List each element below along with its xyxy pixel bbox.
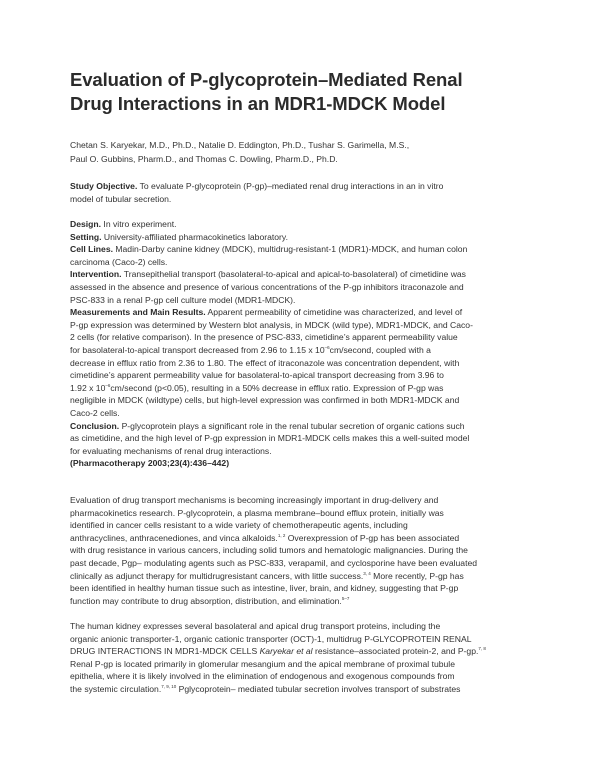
body-italic-text: Karyekar et al — [259, 646, 313, 657]
results-text: 1.92 x 10 — [70, 382, 106, 393]
results-text: negligible in MDCK (wildtype) cells, but high-level expression was confirmed in both MDR1-MDCK and — [70, 395, 460, 406]
intervention-label: Intervention. — [70, 269, 122, 280]
title-line: Evaluation of P-glycoprotein–Mediated Renal — [70, 69, 463, 90]
body-text: Renal P-gp is located primarily in glomerular mesangium and the apical membrane of proximal tubule — [70, 658, 455, 669]
body-text: Overexpression of P-gp has been associated — [285, 532, 460, 543]
celllines-label: Cell Lines. — [70, 244, 113, 255]
article-title — [70, 68, 540, 116]
author-line: Paul O. Gubbins, Pharm.D., and Thomas C. Dowling, Pharm.D., Ph.D. — [70, 153, 338, 164]
results-text: cm/second, coupled with a — [329, 344, 431, 355]
body-text: epithelia, where it is likely involved in the elimination of endogenous and exogenous compounds from — [70, 671, 455, 682]
author-list — [70, 139, 540, 166]
celllines-text: Madin-Darby canine kidney (MDCK), multidrug-resistant-1 (MDR1)-MDCK, and human colon — [112, 244, 468, 255]
results-text: P-gp expression was determined by Western blot analysis, in MDCK (wild type), MDR1-MDCK, and Caco- — [70, 319, 473, 330]
conclusion-text: P-glycoprotein plays a significant role in the renal tubular secretion of organic cations such — [119, 420, 465, 431]
body-text: identified in cancer cells resistant to a wide variety of chemotherapeutic agents, including — [70, 520, 408, 531]
results-text: cimetidine’s apparent permeability value for basolateral-to-apical transport decreasing from 3.96 to — [70, 370, 444, 381]
objective-text: model of tubular secretion. — [70, 193, 172, 204]
intervention-text: Transepithelial transport (basolateral-to-apical and apical-to-basolateral) of cimetidine was — [121, 269, 466, 280]
results-text: 2 cells (for relative comparison). In the presence of PSC-833, cimetidine’s apparent permeability value — [70, 332, 458, 343]
intervention-text: PSC-833 in a renal P-gp cell culture model (MDR1-MDCK). — [70, 294, 296, 305]
results-text: decrease in efflux ratio from 2.36 to 1.80. The effect of itraconazole was concentration dependent, with — [70, 357, 460, 368]
results-text: Caco-2 cells. — [70, 407, 120, 418]
results-superscript: –6 — [105, 382, 111, 388]
body-text: Evaluation of drug transport mechanisms is becoming increasingly important in drug-delivery and — [70, 495, 439, 505]
author-line: Chetan S. Karyekar, M.D., Ph.D., Natalie D. Eddington, Ph.D., Tushar S. Garimella, M.S., — [70, 140, 410, 150]
abstract-objective — [70, 180, 540, 205]
results-label: Measurements and Main Results. — [70, 307, 206, 318]
setting-text: University-affiliated pharmacokinetics laboratory. — [101, 231, 288, 242]
body-text: resistance–associated protein-2, and P-gp. — [312, 646, 479, 657]
reference-superscript: 3, 4 — [363, 570, 371, 576]
design-text: In vitro experiment. — [101, 219, 177, 229]
objective-text: To evaluate P-glycoprotein (P-gp)–mediated renal drug interactions in an in vitro — [137, 181, 444, 191]
body-text: The human kidney expresses several basolateral and apical drug transport proteins, including the — [70, 621, 441, 631]
journal-citation: (Pharmacotherapy 2003;23(4):436–442) — [70, 458, 230, 469]
body-text: with drug resistance in various cancers, including solid tumors and hematologic malignancies. During the — [70, 545, 468, 556]
title-line: Drug Interactions in an MDR1-MDCK Model — [70, 93, 446, 114]
reference-superscript: 7, 8 — [478, 646, 486, 652]
reference-superscript: 5–7 — [341, 595, 350, 601]
body-text: Pglycoprotein– mediated tubular secretion involves transport of substrates — [176, 683, 461, 694]
body-text: past decade, Pgp– modulating agents such as PSC-833, verapamil, and cyclosporine have been evaluated — [70, 557, 478, 568]
body-text: clinically as adjunct therapy for multidrugresistant cancers, with little success. — [70, 570, 364, 581]
body-paragraph-2 — [70, 620, 540, 696]
objective-label: Study Objective. — [70, 181, 138, 191]
body-text: function may contribute to drug absorption, distribution, and elimination. — [70, 595, 342, 606]
body-text: the systemic circulation. — [70, 683, 162, 694]
body-text: organic anionic transporter-1, organic cationic transporter (OCT)-1, multidrug P-GLYCOPROTEIN RENAL — [70, 633, 472, 644]
conclusion-text: for evaluating mechanisms of renal drug interactions. — [70, 445, 272, 456]
reference-superscript: 1, 2 — [277, 532, 286, 538]
abstract-body — [70, 218, 540, 470]
design-label: Design. — [70, 219, 102, 229]
body-text: DRUG INTERACTIONS IN MDR1-MDCK CELLS — [70, 646, 260, 657]
body-text: More recently, P-gp has — [370, 570, 464, 581]
setting-label: Setting. — [70, 231, 102, 242]
body-paragraph-1 — [70, 494, 540, 607]
body-text: been identified in healthy human tissue such as intestine, liver, brain, and kidney, suggesting that P-gp — [70, 583, 459, 594]
results-text: Apparent permeability of cimetidine was characterized, and level of — [205, 307, 463, 318]
body-text: pharmacokinetics research. P-glycoprotein, a plasma membrane–bound efflux protein, initially was — [70, 507, 444, 518]
intervention-text: assessed in the absence and presence of various concentrations of the P-gp inhibitors itraconazole and — [70, 281, 464, 292]
results-text: for basolateral-to-apical transport decreased from 2.96 to 1.15 x 10 — [70, 344, 325, 355]
conclusion-label: Conclusion. — [70, 420, 120, 431]
conclusion-text: as cimetidine, and the high level of P-gp expression in MDR1-MDCK cells makes this a well-suited model — [70, 433, 470, 444]
body-text: anthracyclines, anthracenediones, and vinca alkaloids. — [70, 532, 278, 543]
results-text: cm/second (p<0.05), resulting in a 50% decrease in efflux ratio. Expression of P-gp was — [110, 382, 444, 393]
reference-superscript: 7, 9, 10 — [161, 684, 177, 690]
celllines-text: carcinoma (Caco-2) cells. — [70, 256, 168, 267]
results-superscript: –6 — [324, 345, 330, 351]
